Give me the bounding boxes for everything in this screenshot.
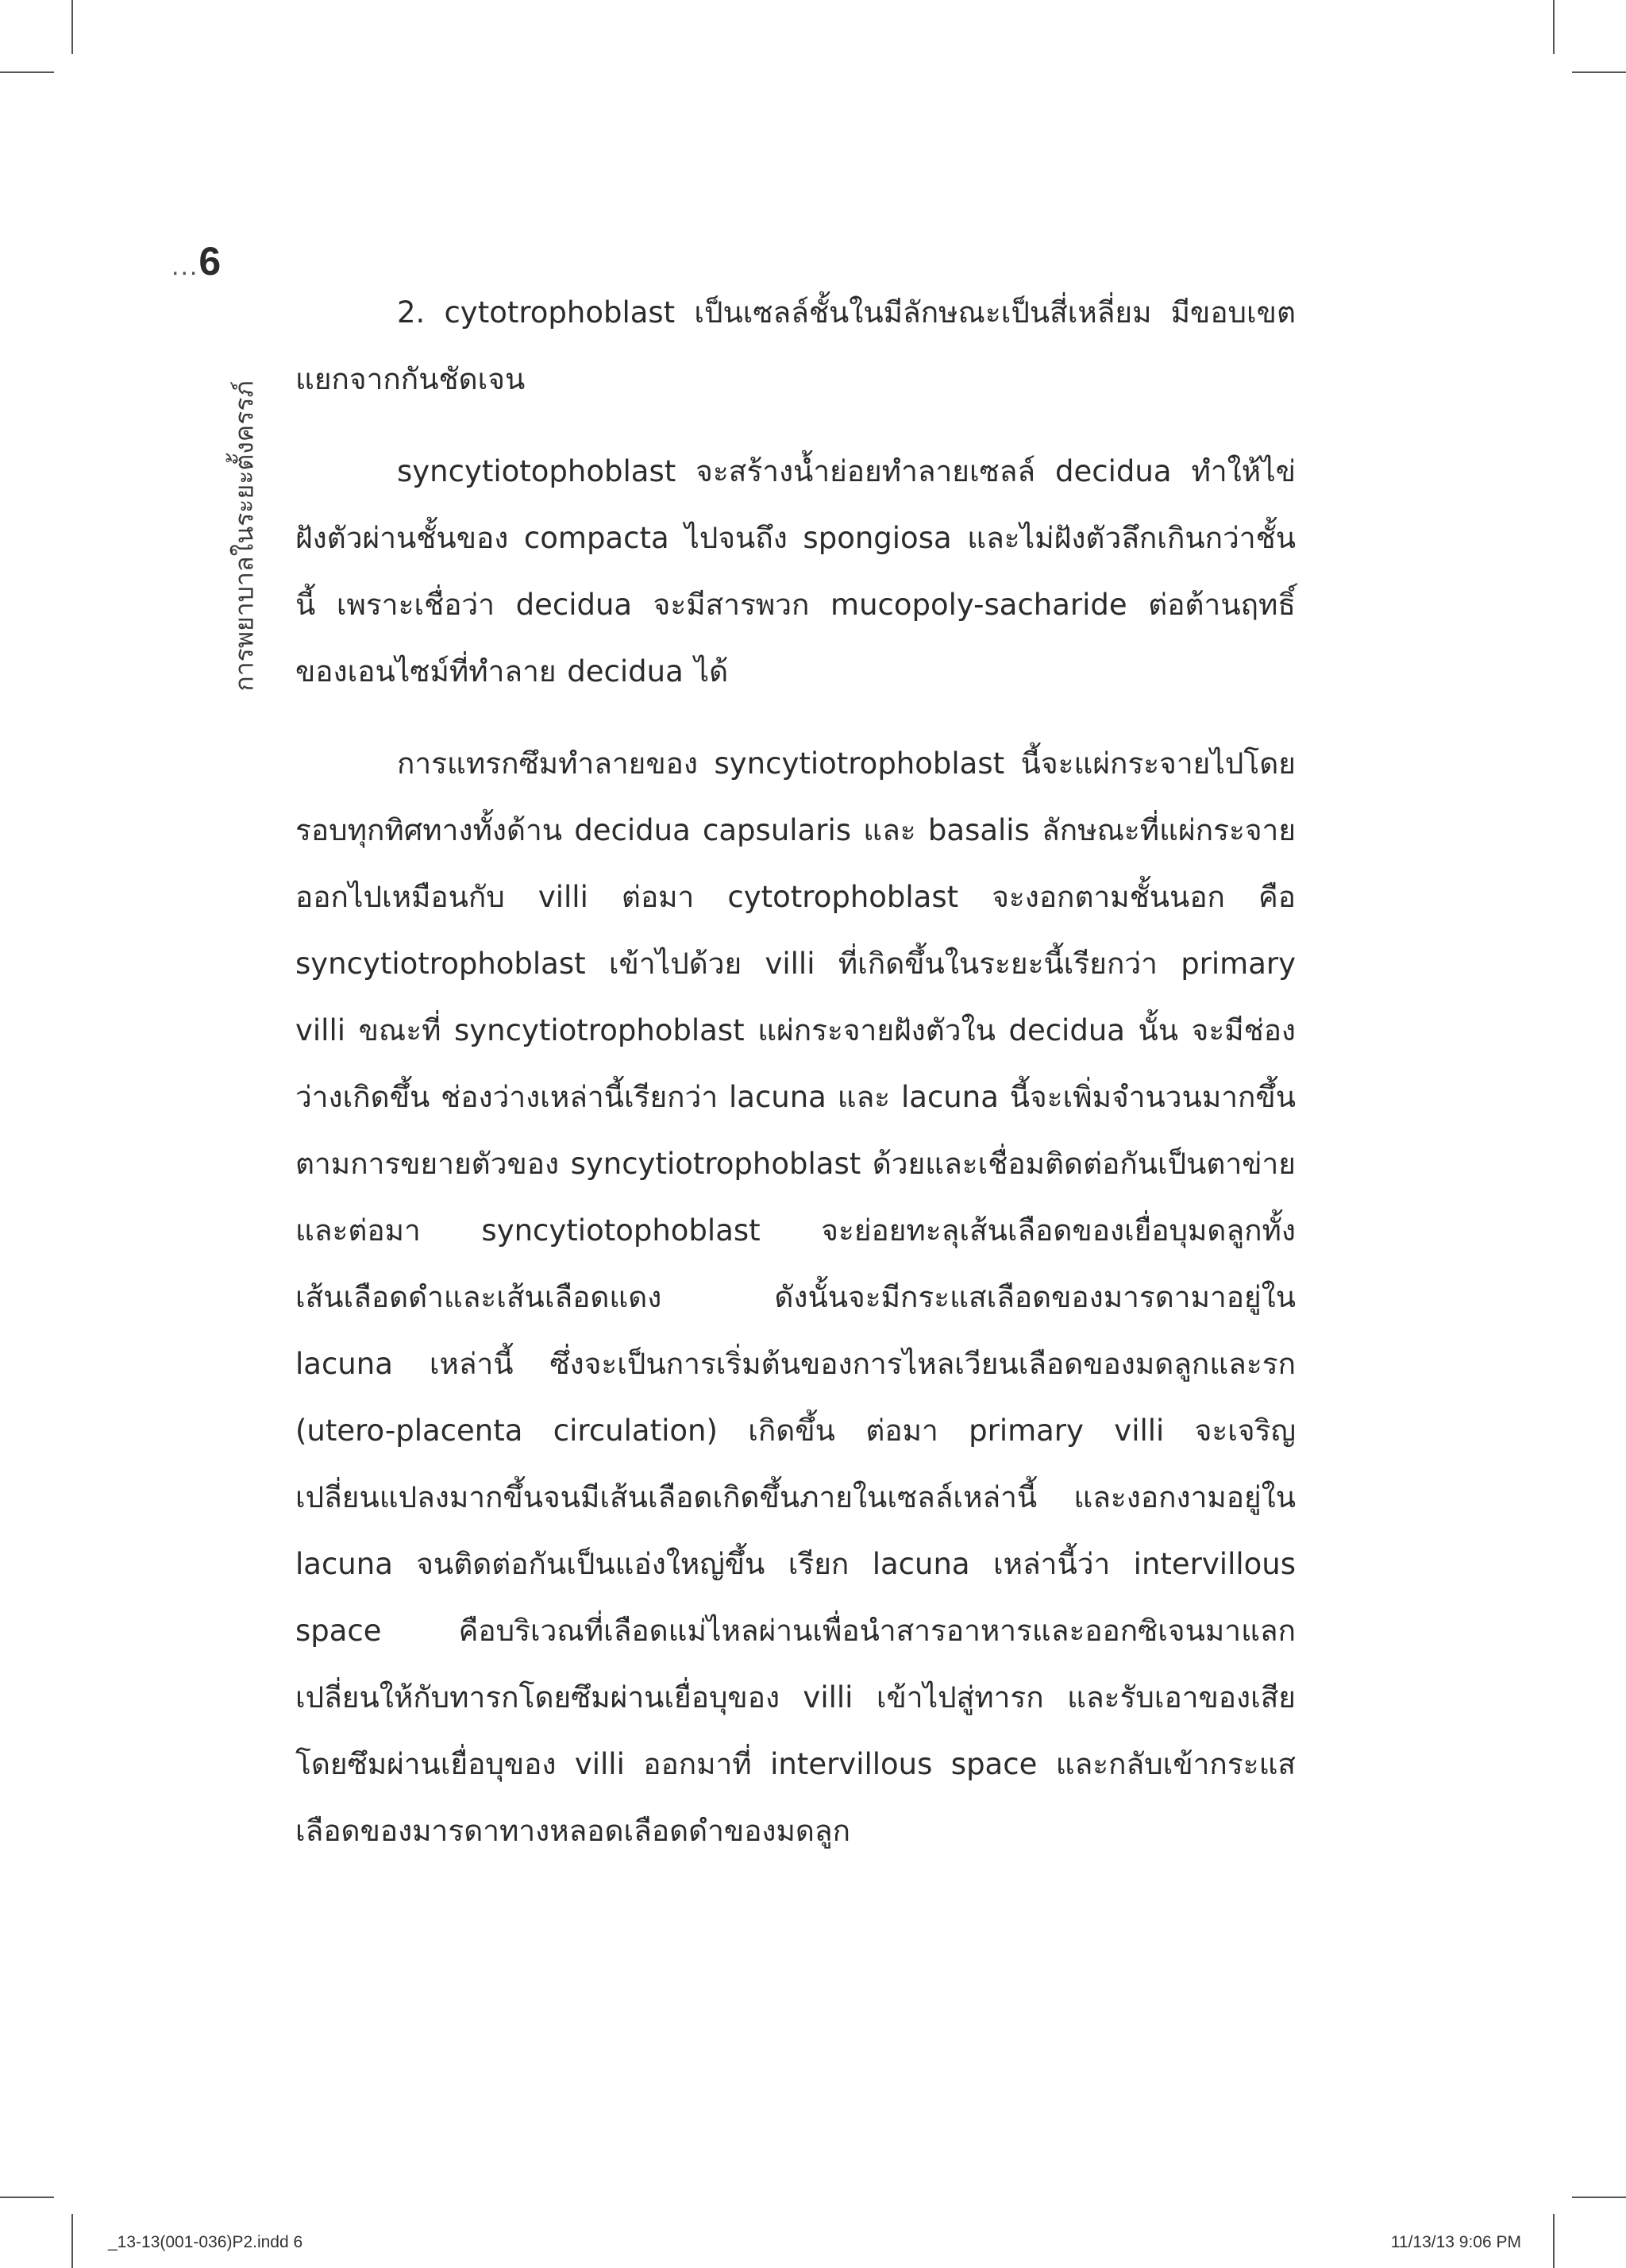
crop-mark-bottom-right-vertical [1553, 2214, 1555, 2268]
paragraph-3: การแทรกซึมทำลายของ syncytiotrophoblast นี้จะแผ่กระจายไปโดยรอบทุกทิศทางทั้งด้าน decidua capsularis และ basalis ลักษณะที่แผ่กระจายออกไปเหมือนกับ villi ต่อมา cytotrophoblast จะงอกตามชั้นนอก คือ syncytiotrophoblast เข้าไปด้วย villi ที่เกิดขึ้นในระยะนี้เรียกว่า primary villi ขณะที่ syncytiotrophoblast แผ่กระจายฝังตัวใน decidua นั้น จะมีช่องว่างเกิดขึ้น ช่องว่างเหล่านี้เรียกว่า lacuna และ lacuna นี้จะเพิ่มจำนวนมากขึ้นตามการขยายตัวของ syncytiotrophoblast ด้วยและเชื่อมติดต่อกันเป็นตาข่าย และต่อมา syncytiotophoblast จะย่อยทะลุเส้นเลือดของเยื่อบุมดลูกทั้งเส้นเลือดดำและเส้นเลือดแดง ดังนั้นจะมีกระแสเลือดของมารดามาอยู่ใน lacuna เหล่านี้ ซึ่งจะเป็นการเริ่มต้นของการไหลเวียนเลือดของมดลูกและรก (utero-placenta circulation) เกิดขึ้น ต่อมา primary villi จะเจริญเปลี่ยนแปลงมากขึ้นจนมีเส้นเลือดเกิดขึ้นภายในเซลล์เหล่านี้ และงอกงามอยู่ใน lacuna จนติดต่อกันเป็นแอ่งใหญ่ขึ้น เรียก lacuna เหล่านี้ว่า intervillous space คือบริเวณที่เลือดแม่ไหลผ่านเพื่อนำสารอาหารและออกซิเจนมาแลกเปลี่ยนให้กับทารกโดยซึมผ่านเยื่อบุของ villi เข้าไปสู่ทารก และรับเอาของเสียโดยซึมผ่านเยื่อบุของ villi ออกมาที่ intervillous space และกลับเข้ากระแสเลือดของมารดาทางหลอดเลือดดำของมดลูก [295, 746, 1296, 1848]
running-header [229, 353, 260, 719]
page-number-value: 6 [198, 239, 222, 284]
page-number-prefix: ... [171, 251, 199, 281]
crop-mark-top-right-vertical [1553, 0, 1555, 54]
print-timestamp: 11/13/13 9:06 PM [1390, 2233, 1521, 2251]
crop-mark-top-right-horizontal [1572, 71, 1626, 73]
file-slug: _13-13(001-036)P2.indd 6 [108, 2233, 303, 2251]
crop-mark-bottom-right-horizontal [1572, 2197, 1626, 2198]
page-number [171, 238, 221, 284]
paragraph-1: 2. cytotrophoblast เป็นเซลล์ชั้นในมีลักษณะเป็นสี่เหลี่ยม มีขอบเขตแยกจากกันชัดเจน [295, 295, 1296, 396]
running-header-text: การพยาบาลในระยะตั้งครรภ์ [229, 380, 260, 692]
crop-mark-bottom-left-horizontal [0, 2197, 54, 2198]
paragraph-2: syncytiotophoblast จะสร้างน้ำย่อยทำลายเซลล์ decidua ทำให้ไข่ฝังตัวผ่านชั้นของ compacta ไปจนถึง spongiosa และไม่ฝังตัวลึกเกินกว่าชั้นนี้ เพราะเชื่อว่า decidua จะมีสารพวก mucopoly-sacharide ต่อต้านฤทธิ์ของเอนไซม์ที่ทำลาย decidua ได้ [295, 454, 1296, 688]
text-body [295, 280, 1296, 1890]
crop-mark-bottom-left-vertical [71, 2214, 73, 2268]
crop-mark-top-left-horizontal [0, 71, 54, 73]
crop-mark-top-left-vertical [71, 0, 73, 54]
